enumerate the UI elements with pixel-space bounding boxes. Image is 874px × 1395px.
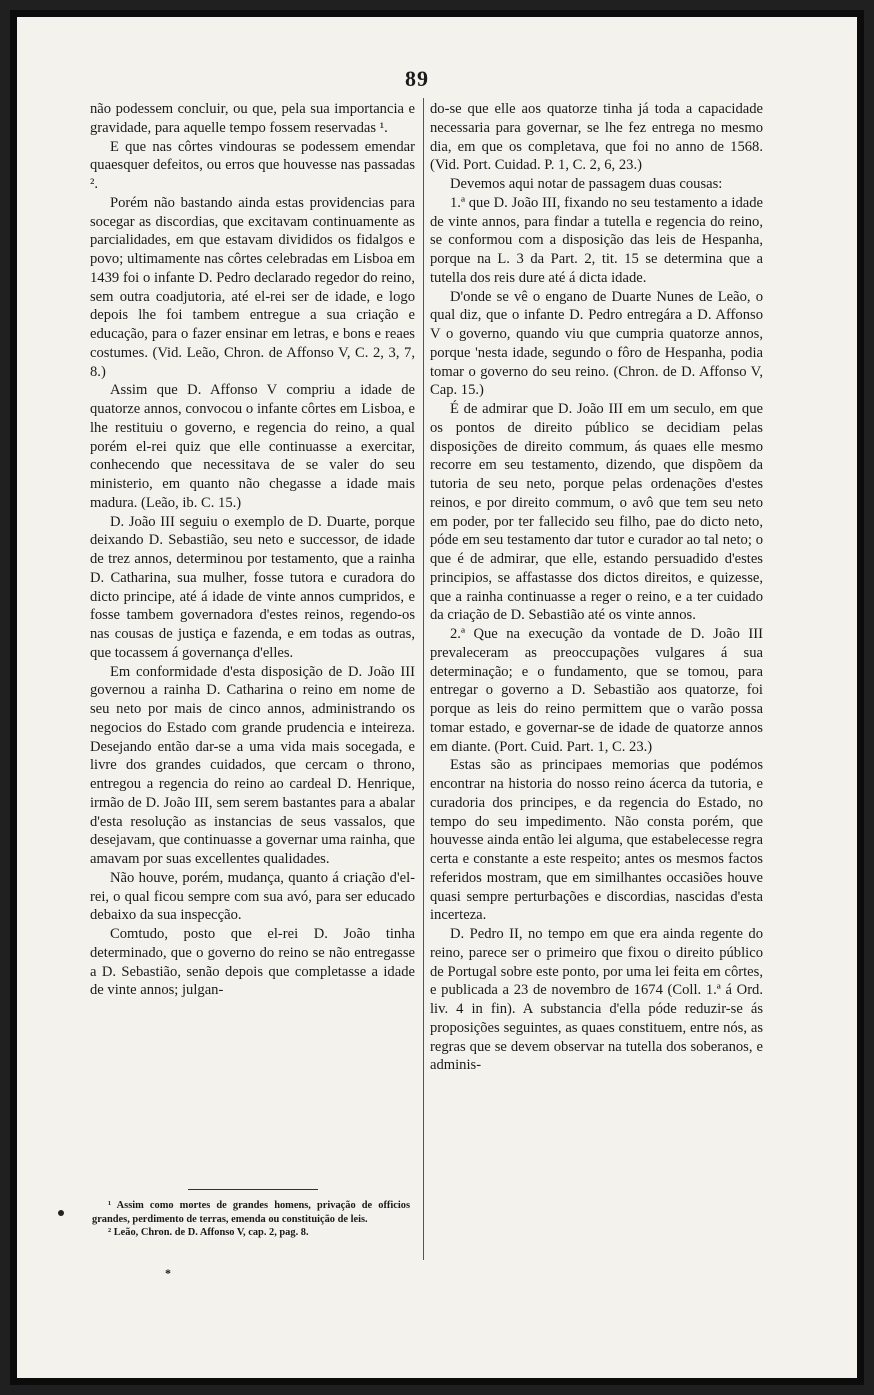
scan-edge-right (864, 0, 874, 1395)
right-column (430, 100, 763, 1075)
paragraph: 2.ª Que na execução da vontade de D. João III prevaleceram as preoccupações vulgares á sua determinação; e o fundamento, que se tomou, para entregar o governo a D. Sebastião aos quatorze, foi porque as leis do reino permittem que o varão possa tomar estado, e governar-se de idade de quatorze annos em diante. (Port. Cuid. Part. 1, C. 23.) (430, 626, 763, 755)
footnote: ² Leão, Chron. de D. Affonso V, cap. 2, pag. 8. (108, 1227, 309, 1238)
paragraph: D'onde se vê o engano de Duarte Nunes de Leão, o qual diz, que o infante D. Pedro entregára a D. Affonso V o governo, quando viu que cumpria quatorze annos, porque 'nesta idade, segundo o fôro de Hespanha, podia tomar o governo do seu reino. (Chron. de D. Affonso V, Cap. 15.) (430, 288, 763, 399)
signature-mark: * (165, 1266, 171, 1280)
scan-edge-top (0, 0, 874, 10)
paragraph: 1.ª que D. João III, fixando no seu testamento a idade de vinte annos, para findar a tutella e regencia do reino, se conformou com a disposição das leis de Hespanha, porque na L. 3 da Part. 2, tit. 15 se determina que a tutella dos reis dure até á dicta idade. (430, 194, 763, 286)
paragraph: É de admirar que D. João III em um seculo, em que os pontos de direito público se decidiam pelas disposições de direito commum, ás quaes elle mesmo recorre em seu testamento, dizendo, que dispõem da tutoria de seu neto, porque pelas ordenações d'estes reinos, e por direito commum, o avô que tem seu neto em poder, por ter fallecido seu filho, pae do dicto neto, póde em seu testamento dar tutor e curador ao tal neto; o que é de admirar, que elle, estando persuadido d'estes principios, se affastasse dos dictos direitos, e quizesse, que a rainha continuasse a reger o reino, e a ter cuidado da criação de D. Sebastião até os vinte annos. (430, 401, 763, 624)
paragraph: Não houve, porém, mudança, quanto á criação d'el-rei, o qual ficou sempre com sua avó, para ser educado debaixo da sua inspecção. (90, 869, 415, 924)
paragraph: Estas são as principaes memorias que podémos encontrar na historia do nosso reino ácerca da tutoria, e curadoria dos principes, e da regencia do Estado, no tempo do seu impedimento. Não consta porém, que houvesse ainda então lei alguma, que estabelecesse regra certa e constante a este respeito; antes os mesmos factos referidos mostram, que em similhantes occasiões houve quasi sempre perturbações e discordias, nascidas d'esta incerteza. (430, 757, 763, 924)
footnotes (92, 1199, 410, 1240)
paragraph: Em conformidade d'esta disposição de D. João III governou a rainha D. Catharina o reino em nome de seu neto por mais de cinco annos, administrando os negocios do Estado com grande prudencia e inteireza. Desejando então dar-se a uma vida mais socegada, e livre dos grandes cuidados, que cercam o throno, entregou a regencia do reino ao cardeal D. Henrique, irmão de D. João III, sem serem bastantes para a abalar d'esta resolução as instancias de seus vassalos, que desejavam, que continuasse a governar uma rainha, que amavam por suas excellentes qualidades. (90, 663, 415, 867)
footnote: ¹ Assim como mortes de grandes homens, privação de officios grandes, perdimento de terras, emenda ou constituição de leis. (92, 1200, 410, 1225)
paragraph: D. Pedro II, no tempo em que era ainda regente do reino, parece ser o primeiro que fixou o direito público de Portugal sobre este ponto, por uma lei feita em côrtes, e publicada a 23 de novembro de 1674 (Coll. 1.ª á Ord. liv. 4 in fin). A substancia d'ella póde reduzir-se ás proposições seguintes, as quaes constituem, entre nós, as regras que se devem observar na tutella dos soberanos, e adminis- (430, 926, 763, 1074)
page-number: 89 (405, 66, 429, 91)
paragraph: D. João III seguiu o exemplo de D. Duarte, porque deixando D. Sebastião, seu neto e successor, de idade de trez annos, determinou por testamento, que a rainha D. Catharina, sua mulher, fosse tutora e curadora do dicto principe, até á idade de vinte annos cumpridos, e fosse tambem governadora d'estes reinos, regendo-os nas cousas de justiça e fazenda, e em todas as outras, que tocassem á governança d'elles. (90, 513, 415, 661)
paragraph: Assim que D. Affonso V compriu a idade de quatorze annos, convocou o infante côrtes em Lisboa, e lhe restituiu o governo, e regencia do reino, a qual porém el-rei quiz que elle continuasse a exercitar, conhecendo que necessitava de se valer do seu ministerio, em quanto não chegasse a idade mais madura. (Leão, ib. C. 15.) (90, 382, 415, 511)
paragraph: E que nas côrtes vindouras se podessem emendar quaesquer defeitos, ou erros que houvesse nas passadas ². (90, 138, 415, 192)
scan-edge-bottom (0, 1385, 874, 1395)
footnote-rule (188, 1189, 318, 1190)
paragraph: Porém não bastando ainda estas providencias para socegar as discordias, que excitavam continuamente as parcialidades, em que estavam divididos os fidalgos e povo; ultimamente nas côrtes celebradas em Lisboa em 1439 foi o infante D. Pedro declarado regedor do reino, sem outra coadjutoria, até el-rei ser de idade, e logo depois lhe foi tambem entregue a sua criação e educação, para o fazer ensinar em letras, e bons e reaes costumes. (Vid. Leão, Chron. de Affonso V, C. 2, 3, 7, 8.) (90, 194, 415, 380)
margin-dot (58, 1210, 64, 1216)
paragraph: não podessem concluir, ou que, pela sua importancia e gravidade, para aquelle tempo fossem reservadas ¹. (90, 101, 415, 136)
paragraph: do-se que elle aos quatorze tinha já toda a capacidade necessaria para governar, se lhe fez entrega no mesmo dia, em que os completava, que foi no anno de 1568. (Vid. Port. Cuidad. P. 1, C. 2, 6, 23.) (430, 101, 763, 174)
paragraph: Devemos aqui notar de passagem duas cousas: (450, 176, 723, 192)
paragraph: Comtudo, posto que el-rei D. João tinha determinado, que o governo do reino se não entregasse a D. Sebastião, senão depois que completasse a idade de vinte annos; julgan- (90, 926, 415, 999)
left-column (90, 100, 415, 1000)
column-divider (423, 98, 424, 1260)
scan-edge-left (0, 0, 10, 1395)
